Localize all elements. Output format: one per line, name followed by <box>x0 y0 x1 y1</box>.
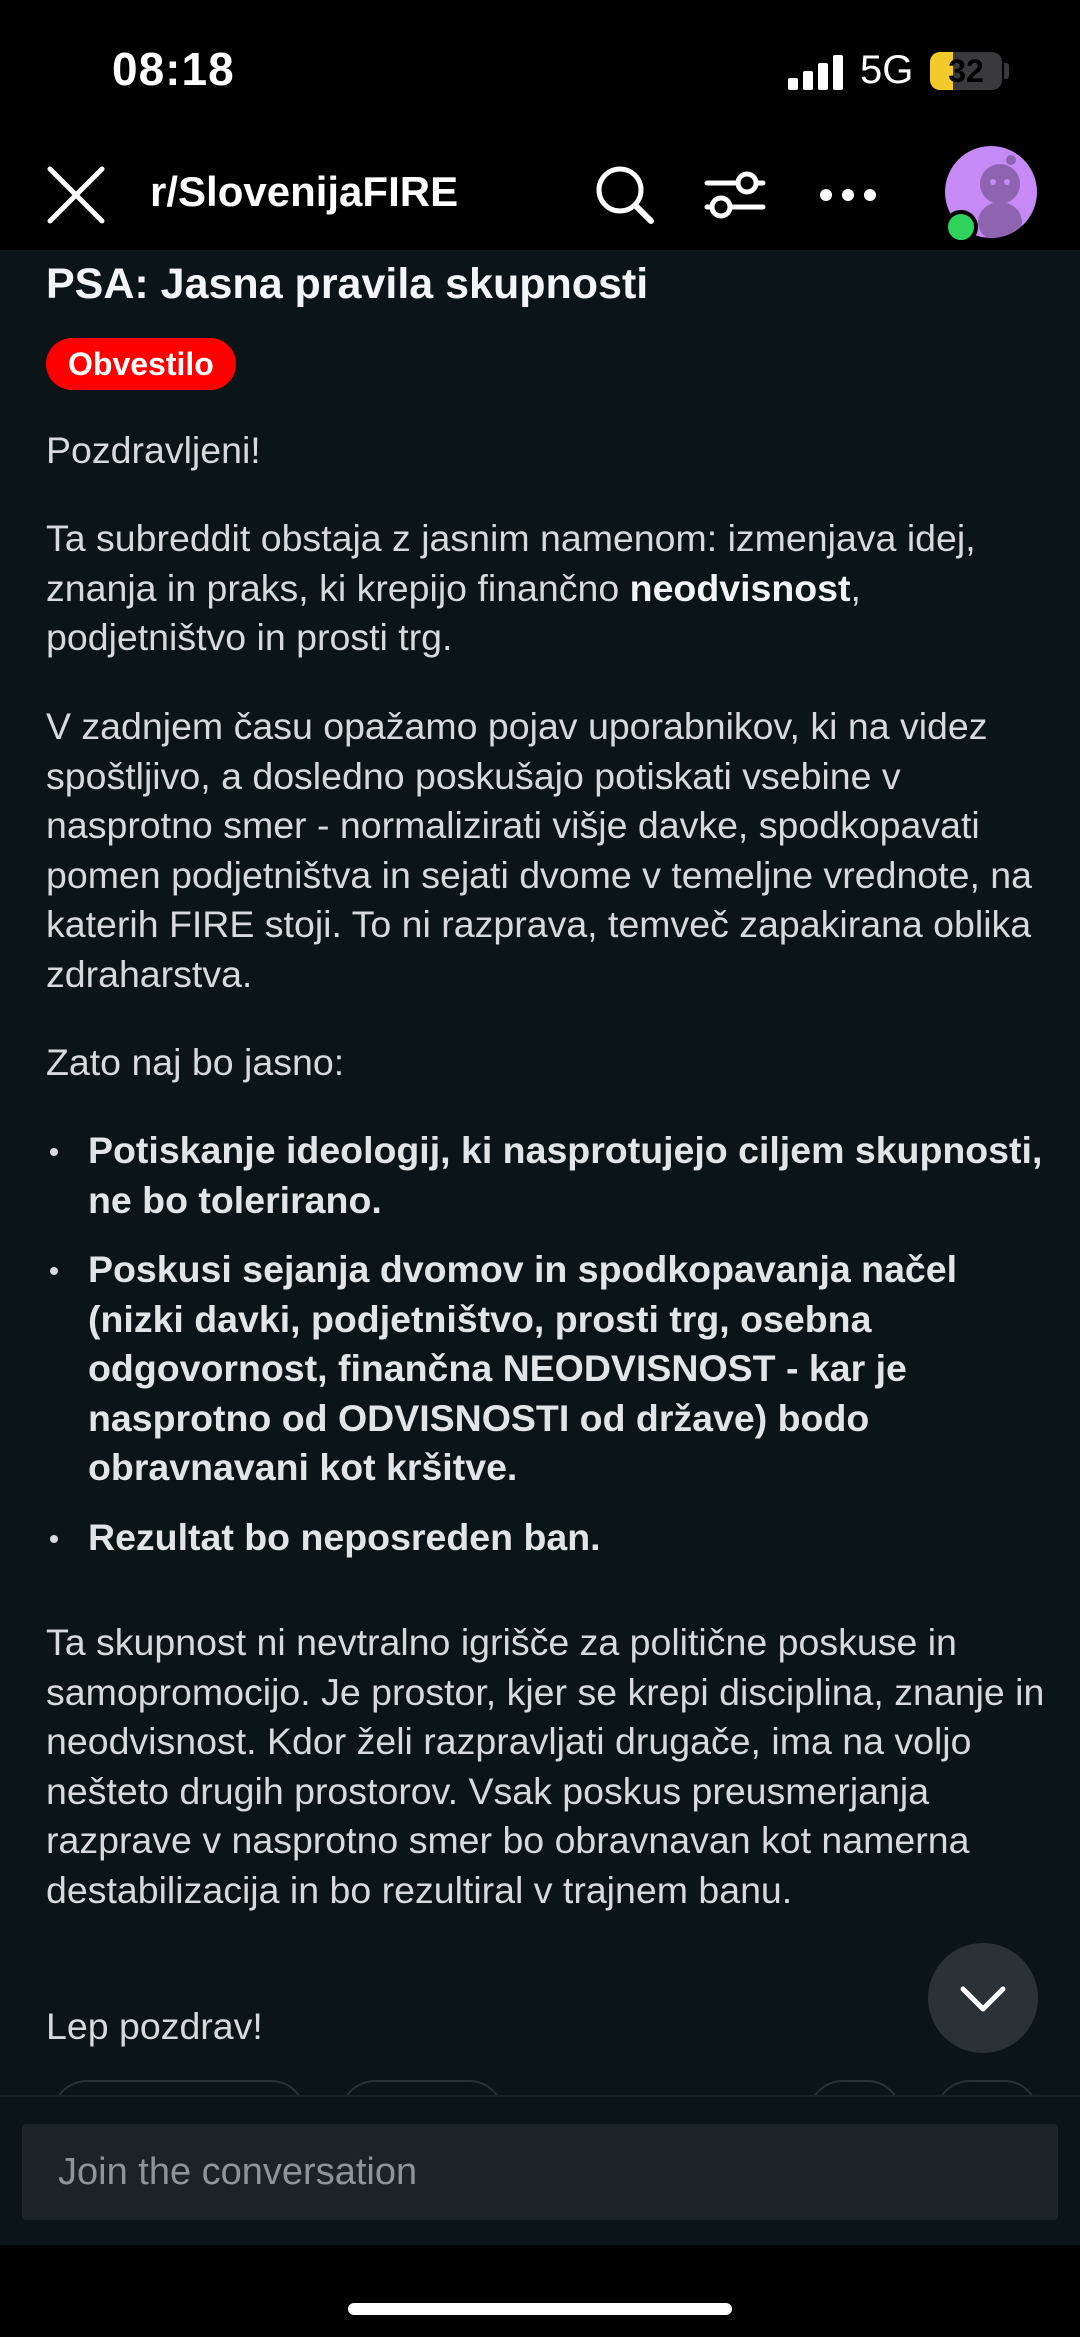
list-item: Rezultat bo neposreden ban. <box>46 1513 1046 1563</box>
close-icon <box>46 165 106 225</box>
paragraph-1-text-a: Ta subreddit obstaja z jasnim namenom: izmenjava idej, znanja in praks, ki krepijo finančno <box>46 517 976 609</box>
post-greeting: Pozdravljeni! <box>46 429 261 471</box>
battery-tip <box>1004 63 1009 79</box>
search-button[interactable] <box>585 140 665 250</box>
battery-percent: 32 <box>948 53 984 89</box>
list-item: Potiskanje ideologij, ki nasprotujejo ciljem skupnosti, ne bo tolerirano. <box>46 1126 1046 1225</box>
subreddit-name[interactable]: r/SlovenijaFIRE <box>150 168 459 215</box>
home-bar-area <box>0 2245 1080 2337</box>
post-flair[interactable]: Obvestilo <box>46 338 236 390</box>
filter-button[interactable] <box>695 140 775 250</box>
chevron-down-icon <box>959 1983 1007 2013</box>
status-time: 08:18 <box>112 43 235 95</box>
scroll-down-button[interactable] <box>928 1943 1038 2053</box>
close-button[interactable] <box>36 140 116 250</box>
top-nav <box>0 140 1080 250</box>
sliders-icon <box>703 163 767 227</box>
comment-input[interactable] <box>22 2124 1058 2220</box>
network-type: 5G <box>860 48 914 92</box>
list-item: Poskusi sejanja dvomov in spodkopavanja načel (nizki davki, podjetništvo, prosti trg, osebna odgovornost, finančna NEODVISNOST - kar je nasprotno od ODVISNOSTI od države) bodo obravnavani kot kršitve. <box>46 1245 1046 1493</box>
post-signoff: Lep pozdrav! <box>46 2005 263 2047</box>
post-content <box>0 250 1080 2100</box>
post-paragraph-1 <box>46 514 1046 663</box>
home-indicator[interactable] <box>348 2303 732 2315</box>
cellular-signal-icon <box>788 54 844 90</box>
search-icon <box>593 163 657 227</box>
post-title: PSA: Jasna pravila skupnosti <box>46 260 649 308</box>
post-paragraph-4: Ta skupnost ni nevtralno igrišče za politične poskuse in samopromocijo. Je prostor, kjer se krepi disciplina, znanje in neodvisnost. Kdor želi razpravljati drugače, ima na voljo nešteto drugih prostorov. Vsak poskus preusmerjanja razprave v nasprotno smer bo obravnavan kot namerna destabilizacija in bo rezultiral v trajnem banu. <box>46 1621 1045 1911</box>
battery-icon <box>930 52 1002 90</box>
more-horizontal-icon <box>818 185 878 205</box>
status-bar <box>0 0 1080 140</box>
paragraph-1-bold: neodvisnost <box>629 566 851 609</box>
post-paragraph-2: V zadnjem času opažamo pojav uporabnikov, ki na videz spoštljivo, a dosledno poskušajo potiskati vsebine v nasprotno smer - normalizirati višje davke, spodkopavati pomen podjetništva in sejati dvome v temeljne vrednote, na katerih FIRE stoji. To ni razprava, temveč zapakirana oblika zdraharstva. <box>46 705 1032 995</box>
online-status-dot <box>944 210 978 244</box>
paragraph-1-text-b: , podjetništvo in prosti trg. <box>46 566 861 658</box>
post-paragraph-3: Zato naj bo jasno: <box>46 1041 345 1083</box>
comment-composer <box>0 2095 1080 2247</box>
rules-list <box>46 1126 1046 1582</box>
more-options-button[interactable] <box>808 140 888 250</box>
